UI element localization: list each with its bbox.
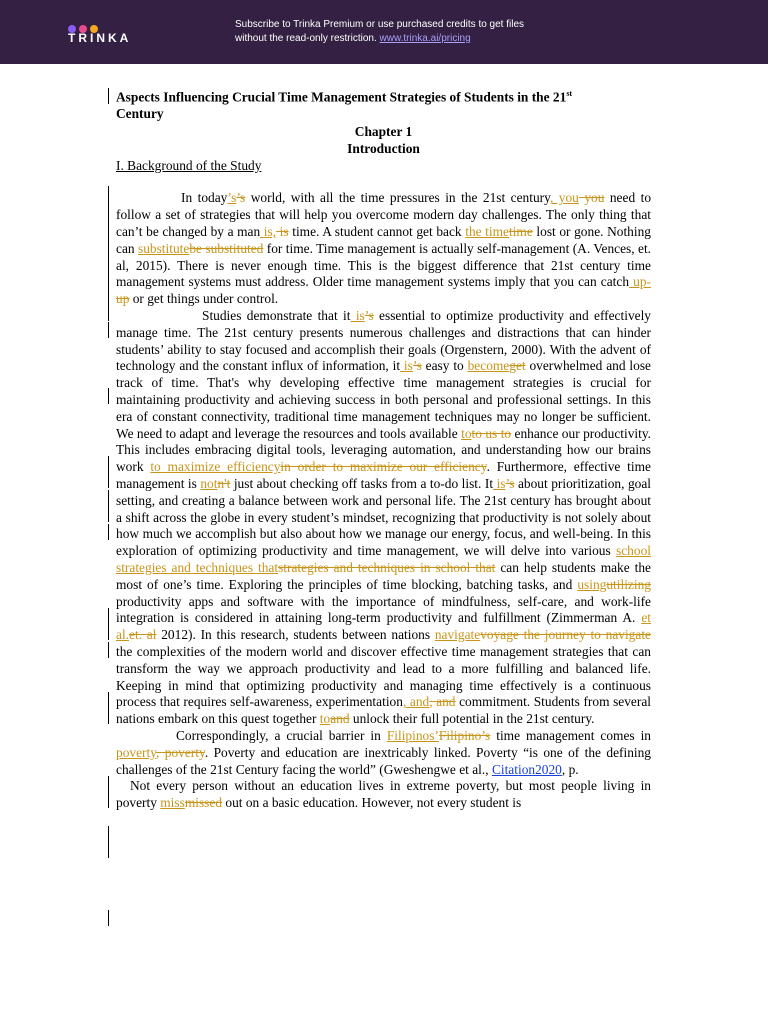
tracked-deletion: get: [509, 358, 526, 374]
tracked-deletion: Filipino’s: [438, 727, 491, 743]
paragraph-text: world, with all the time pressures in the 21st century: [245, 190, 550, 206]
paragraph-text: overwhelmed and lose track of time. That's why developing effective time management strategies is crucial for maintaining productivity and achieving success in both personal and professional settings. In this era of constant connectivity, traditional time management techniques may no longer be sufficient. We need to adapt and leverage the resources and tools available: [116, 358, 651, 441]
change-bar: [108, 524, 109, 540]
tracked-deletion: to us to: [471, 425, 512, 441]
tracked-deletion: missed: [184, 795, 223, 811]
tracked-insertion: school strategies and techniques that: [116, 543, 651, 575]
paragraph-text: about prioritization, goal setting, and creating a balance between work and personal life. The 21st century has brought about a shift across the globe in every student’s mindset, recognizing that productivity is not solely about how much we accomplish but also about how we manage our energy, focus, and well-being. In this exploration of optimizing productivity and time management, we will delve into various: [116, 476, 652, 559]
subscription-banner: [0, 0, 768, 64]
tracked-insertion: become: [467, 358, 510, 374]
tracked-insertion: ’s: [227, 190, 237, 206]
paragraph-3: [116, 728, 651, 778]
section-heading: I. Background of the Study: [116, 157, 262, 173]
tracked-insertion: to: [319, 711, 331, 727]
paragraph-text: commitment. Students from several nations embark on this quest together: [116, 694, 651, 727]
tracked-insertion: is: [400, 358, 413, 374]
tracked-deletion: et. al: [129, 627, 157, 643]
paragraph-text: . Furthermore, effective time management is: [116, 459, 651, 491]
paragraph-text: time management comes in: [490, 727, 651, 743]
tracked-deletion: n't: [217, 476, 231, 491]
tracked-insertion: to: [461, 425, 472, 441]
paragraph-text: or get things under control.: [129, 291, 279, 307]
tracked-deletion: you: [578, 190, 605, 206]
paragraph-text: essential to optimize productivity and effectively manage time. The 21st century presents numerous challenges and distractions that can hinder students’ ability to stay focused and accomplish their goals (Orgenstern, 2000). With the advent of technology and the constant influx of information, it: [116, 308, 651, 374]
pricing-link[interactable]: www.trinka.ai/pricing: [379, 33, 471, 44]
change-bar: [108, 322, 109, 338]
banner-message-line2: without the read-only restriction. www.trinka.ai/pricing: [235, 33, 471, 44]
paragraph-text: Correspondingly, a crucial barrier in: [176, 727, 387, 743]
tracked-deletion: ’s: [364, 308, 374, 324]
banner-message-line1: Subscribe to Trinka Premium or use purchased credits to get files: [235, 19, 525, 30]
paragraph-text: , p.: [561, 761, 579, 777]
change-bar: [108, 490, 109, 522]
tracked-deletion: up: [116, 291, 130, 307]
paragraph-text: just about checking off tasks from a to-do list. It: [230, 476, 494, 491]
change-bar: [108, 826, 109, 858]
tracked-deletion: is: [276, 224, 289, 240]
tracked-insertion: , and: [402, 694, 430, 710]
change-bar: [108, 776, 109, 808]
tracked-insertion: is: [350, 308, 365, 324]
tracked-insertion: not: [200, 476, 218, 491]
tracked-deletion: in order to maximize our efficiency: [280, 459, 487, 475]
paragraph-text: can help students make the most of one’s time. Exploring the principles of time blocking, batching tasks, and: [116, 559, 651, 592]
tracked-deletion: time: [508, 224, 533, 240]
paragraph-1: [116, 190, 651, 308]
change-bar: [108, 456, 109, 488]
tracked-insertion: is: [493, 476, 506, 491]
citation-link[interactable]: Citation2020: [491, 761, 562, 777]
tracked-deletion: , and: [429, 694, 456, 710]
tracked-insertion: navigate: [434, 627, 481, 643]
tracked-deletion: voyage the journey to navigate: [480, 627, 651, 643]
paragraph-text: out on a basic education. However, not every student is: [222, 795, 522, 811]
paragraph-text: Studies demonstrate that it: [202, 308, 351, 324]
tracked-deletion: utilizing: [606, 576, 651, 592]
paragraph-text: In today: [181, 190, 228, 206]
paragraph-text: productivity apps and software with the importance of mindfulness, self-care, and work-life integration is considered in attaining long-term productivity and fulfillment (Zimmerman A.: [116, 593, 651, 626]
paragraph-text: Not every person without an education lives in extreme poverty, but most people living in poverty: [116, 778, 651, 811]
tracked-insertion: miss: [160, 795, 185, 811]
title-superscript: st: [566, 89, 573, 98]
paragraph-2: [116, 308, 651, 728]
paragraph-text: need to follow a set of strategies that will help you overcome modern day challenges. The only thing that can’t be changed by a man: [116, 190, 652, 240]
banner-message: [235, 18, 524, 46]
tracked-insertion: to maximize efficiency: [150, 459, 281, 475]
change-bar: [108, 608, 109, 640]
tracked-insertion: et al.: [116, 610, 651, 643]
tracked-deletion: , poverty: [156, 744, 205, 760]
tracked-deletion: be substituted: [189, 240, 264, 256]
section-label: Introduction: [347, 140, 420, 156]
paragraph-4: [116, 778, 651, 812]
tracked-deletion: strategies and techniques in school that: [278, 559, 496, 575]
tracked-insertion: poverty: [116, 744, 157, 760]
paragraph-text: the complexities of the modern world and discover effective time management strategies that can transform the way we approach productivity and lead to a more fulfilling and balanced life. Keeping in mind that optimizing productivity and managing time effectively is a continuous process that requires self-awareness, experimentation: [116, 643, 651, 710]
change-bar: [108, 186, 109, 321]
tracked-insertion: Filipinos’: [386, 727, 439, 743]
change-bar: [108, 692, 109, 724]
tracked-insertion: up-: [629, 274, 652, 290]
tracked-insertion: , you: [549, 190, 579, 206]
paragraph-text: 2012). In this research, students between nations: [156, 627, 435, 643]
logo-text: TRINKA: [68, 31, 132, 45]
document-page: [116, 86, 651, 812]
paragraph-text: . Poverty and education are inextricably linked. Poverty “is one of the defining challenges of the 21st Century facing the world” (Gweshengwe et al.,: [116, 744, 651, 777]
paragraph-text: enhance our productivity. This includes embracing digital tools, leveraging automation, and understanding how our brains work: [116, 425, 652, 475]
paragraph-text: time. A student cannot get back: [288, 224, 466, 240]
paragraph-text: for time. Time management is actually self-management (A. Vences, et. al, 2015). There is never enough time. This is the biggest difference that 21st century time management systems must address. Older time management systems imply that you can catch: [116, 240, 652, 290]
paragraph-text: unlock their full potential in the 21st century.: [349, 711, 595, 727]
document-title: Aspects Influencing Crucial Time Management Strategies of Students in the 21st Century: [116, 89, 573, 122]
tracked-deletion: ’s: [505, 476, 515, 491]
change-bar: [108, 388, 109, 404]
tracked-deletion: ’s: [412, 358, 422, 374]
chapter-label: Chapter 1: [354, 124, 413, 140]
change-bar: [108, 642, 109, 658]
tracked-insertion: is,: [260, 224, 277, 240]
tracked-insertion: using: [577, 576, 607, 592]
paragraph-text: easy to: [421, 358, 468, 374]
tracked-insertion: substitute: [137, 240, 190, 256]
tracked-insertion: the time: [465, 224, 509, 240]
tracked-deletion: and: [330, 711, 350, 727]
change-bar: [108, 910, 109, 926]
paragraph-text: lost or gone. Nothing can: [116, 224, 651, 256]
change-bar: [108, 88, 109, 104]
tracked-deletion: ’s: [236, 190, 246, 206]
